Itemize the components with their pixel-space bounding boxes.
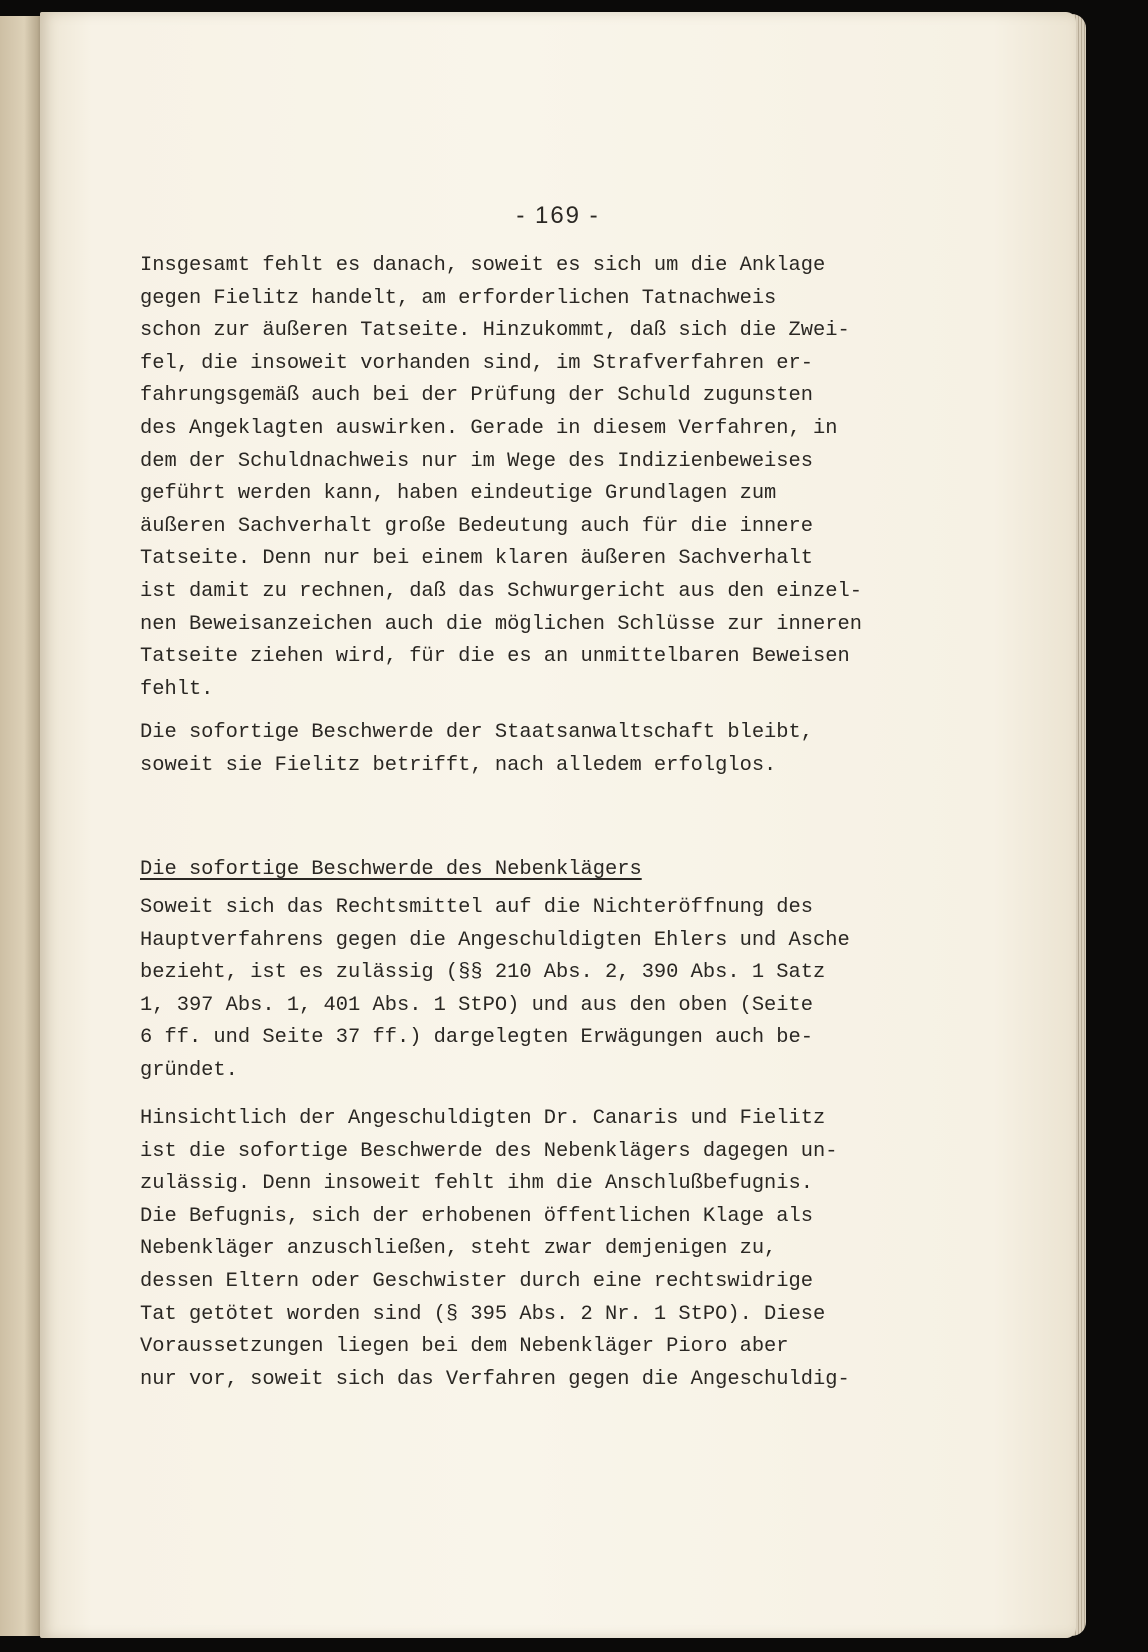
text-line: Die sofortige Beschwerde der Staatsanwaltschaft bleibt, <box>140 721 814 744</box>
text-line: fehlt. <box>140 677 214 701</box>
text-line: nen Beweisanzeichen auch die möglichen Schlüsse zur inneren <box>140 612 862 636</box>
text-line: fel, die insoweit vorhanden sind, im Strafverfahren er- <box>140 351 814 375</box>
text-line: ist die sofortige Beschwerde des Nebenklägers dagegen un- <box>140 1139 838 1163</box>
section-heading: Die sofortige Beschwerde des Nebenklägers <box>140 858 642 881</box>
text-line: Tatseite. Denn nur bei einem klaren äußeren Sachverhalt <box>140 547 814 571</box>
text-line: Tat getötet worden sind (§ 395 Abs. 2 Nr. 1 StPO). Diese <box>140 1302 826 1326</box>
text-line: gegen Fielitz handelt, am erforderlichen Tatnachweis <box>140 286 777 310</box>
text-line: Insgesamt fehlt es danach, soweit es sich um die Anklage <box>140 254 826 277</box>
paragraph-4 <box>140 1103 1020 1396</box>
text-line: Hauptverfahrens gegen die Angeschuldigten Ehlers und Asche <box>140 928 850 952</box>
page-number: - 169 - <box>516 202 600 229</box>
text-line: bezieht, ist es zulässig (§§ 210 Abs. 2, 390 Abs. 1 Satz <box>140 961 826 985</box>
facing-page-edge <box>0 16 44 1636</box>
text-line: fahrungsgemäß auch bei der Prüfung der Schuld zugunsten <box>140 384 814 408</box>
text-line: dem der Schuldnachweis nur im Wege des Indizienbeweises <box>140 449 814 473</box>
text-line: geführt werden kann, haben eindeutige Grundlagen zum <box>140 482 777 506</box>
text-line: Hinsichtlich der Angeschuldigten Dr. Canaris und Fielitz <box>140 1107 826 1130</box>
text-line: Soweit sich das Rechtsmittel auf die Nichteröffnung des <box>140 896 814 919</box>
document-page <box>40 12 1076 1638</box>
text-line: zulässig. Denn insoweit fehlt ihm die Anschlußbefugnis. <box>140 1172 814 1196</box>
text-line: schon zur äußeren Tatseite. Hinzukommt, daß sich die Zwei- <box>140 319 850 343</box>
text-line: Die Befugnis, sich der erhobenen öffentlichen Klage als <box>140 1204 814 1228</box>
text-line: des Angeklagten auswirken. Gerade in diesem Verfahren, in <box>140 416 838 440</box>
paragraph-2 <box>140 717 1020 782</box>
text-line: nur vor, soweit sich das Verfahren gegen die Angeschuldig- <box>140 1367 850 1391</box>
text-line: äußeren Sachverhalt große Bedeutung auch für die innere <box>140 514 814 538</box>
paragraph-3 <box>140 892 1020 1088</box>
text-line: Voraussetzungen liegen bei dem Nebenkläger Pioro aber <box>140 1335 789 1359</box>
text-line: 6 ff. und Seite 37 ff.) dargelegten Erwägungen auch be- <box>140 1026 814 1050</box>
paragraph-1 <box>140 250 1020 706</box>
text-line: 1, 397 Abs. 1, 401 Abs. 1 StPO) und aus den oben (Seite <box>140 993 814 1017</box>
text-line: Tatseite ziehen wird, für die es an unmittelbaren Beweisen <box>140 645 850 669</box>
text-line: Nebenkläger anzuschließen, steht zwar demjenigen zu, <box>140 1237 777 1261</box>
text-line: dessen Eltern oder Geschwister durch eine rechtswidrige <box>140 1269 814 1293</box>
text-line: gründet. <box>140 1058 238 1082</box>
text-line: soweit sie Fielitz betrifft, nach alledem erfolglos. <box>140 753 777 777</box>
text-line: ist damit zu rechnen, daß das Schwurgericht aus den einzel- <box>140 579 862 603</box>
